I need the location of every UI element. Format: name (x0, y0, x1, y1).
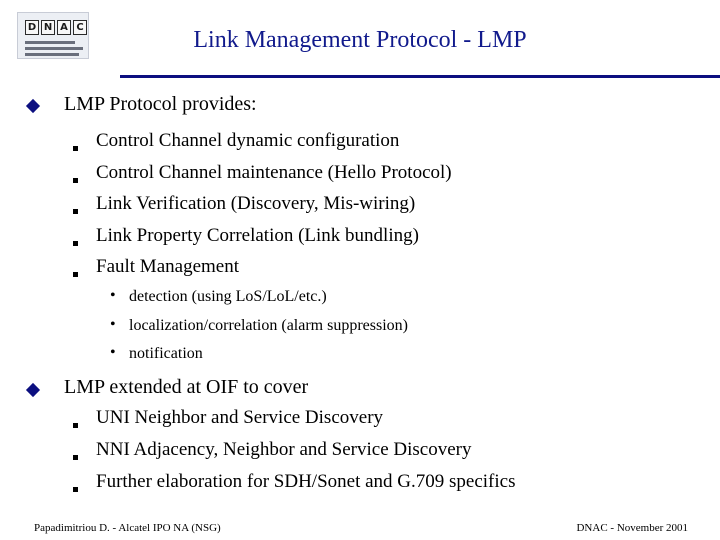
dot-bullet-icon: • (110, 344, 116, 361)
list-item: Control Channel dynamic configuration (96, 130, 400, 151)
list-item: Control Channel maintenance (Hello Protocol) (96, 162, 452, 183)
logo-letter: C (73, 20, 87, 35)
square-bullet-icon (73, 209, 78, 214)
title-underline (120, 75, 720, 78)
section-heading: LMP extended at OIF to cover (64, 376, 309, 398)
sub-list-item: notification (129, 345, 203, 362)
section-heading: LMP Protocol provides: (64, 93, 257, 115)
list-item: Link Property Correlation (Link bundling) (96, 225, 419, 246)
sub-list-item: detection (using LoS/LoL/etc.) (129, 288, 327, 305)
square-bullet-icon (73, 178, 78, 183)
list-item: Fault Management (96, 256, 239, 277)
square-bullet-icon (73, 146, 78, 151)
logo-letter: N (41, 20, 55, 35)
diamond-bullet-icon (26, 99, 40, 113)
list-item: UNI Neighbor and Service Discovery (96, 407, 384, 428)
list-item: NNI Adjacency, Neighbor and Service Discovery (96, 439, 472, 460)
footer-date: DNAC - November 2001 (576, 522, 688, 534)
square-bullet-icon (73, 241, 78, 246)
square-bullet-icon (73, 423, 78, 428)
square-bullet-icon (73, 487, 78, 492)
dot-bullet-icon: • (110, 316, 116, 333)
diamond-bullet-icon (26, 383, 40, 397)
logo-letter: A (57, 20, 71, 35)
footer-author: Papadimitriou D. - Alcatel IPO NA (NSG) (34, 522, 221, 534)
square-bullet-icon (73, 455, 78, 460)
logo-letter: D (25, 20, 39, 35)
sub-list-item: localization/correlation (alarm suppression) (129, 317, 409, 334)
list-item: Further elaboration for SDH/Sonet and G.709 specifics (96, 471, 516, 492)
square-bullet-icon (73, 272, 78, 277)
slide-title: Link Management Protocol - LMP (193, 27, 527, 53)
list-item: Link Verification (Discovery, Mis-wiring) (96, 193, 416, 214)
dot-bullet-icon: • (110, 287, 116, 304)
